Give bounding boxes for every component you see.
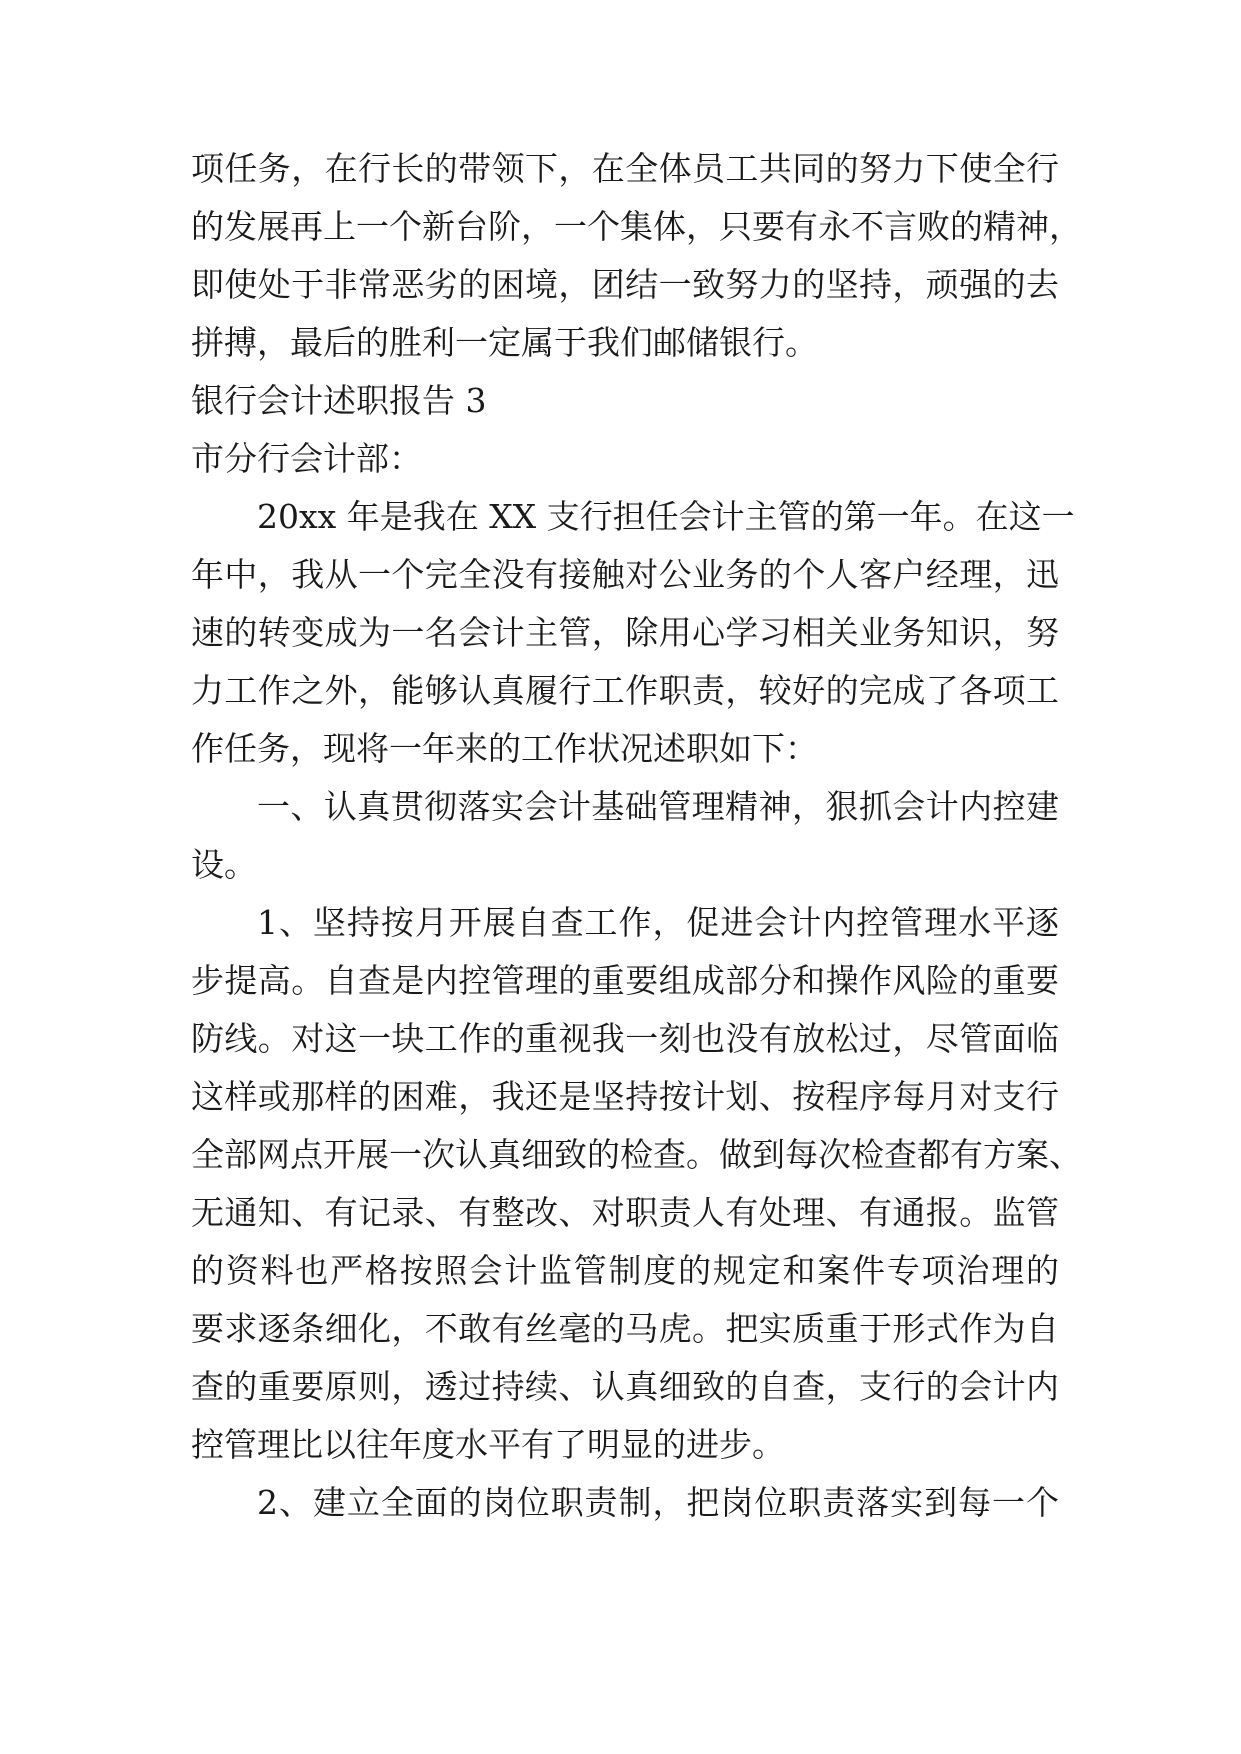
text-line: 作任务，现将一年来的工作状况述职如下： xyxy=(191,729,818,768)
section-heading: 银行会计述职报告 3 xyxy=(191,381,487,420)
text-line: 年中，我从一个完全没有接触对公业务的个人客户经理，迅 xyxy=(191,555,1059,594)
text-line: 1、坚持按月开展自查工作，促进会计内控管理水平逐 xyxy=(257,903,1059,942)
text-line: 拼搏，最后的胜利一定属于我们邮储银行。 xyxy=(191,323,818,362)
text-line: 防线。对这一块工作的重视我一刻也没有放松过，尽管面临 xyxy=(191,1019,1059,1058)
text-line: 步提高。自查是内控管理的重要组成部分和操作风险的重要 xyxy=(191,961,1059,1000)
text-line: 无通知、有记录、有整改、对职责人有处理、有通报。监管 xyxy=(191,1193,1059,1232)
text-line: 设。 xyxy=(191,845,257,884)
text-line: 2、建立全面的岗位职责制，把岗位职责落实到每一个 xyxy=(257,1483,1059,1522)
text-line: 速的转变成为一名会计主管，除用心学习相关业务知识，努 xyxy=(191,613,1059,652)
text-line: 的资料也严格按照会计监管制度的规定和案件专项治理的 xyxy=(191,1251,1059,1290)
text-line: 即使处于非常恶劣的困境，团结一致努力的坚持，顽强的去 xyxy=(191,265,1059,304)
salutation: 市分行会计部： xyxy=(191,439,422,478)
text-line: 一、认真贯彻落实会计基础管理精神，狠抓会计内控建 xyxy=(257,787,1059,826)
text-line: 这样或那样的困难，我还是坚持按计划、按程序每月对支行 xyxy=(191,1077,1059,1116)
text-line: 力工作之外，能够认真履行工作职责，较好的完成了各项工 xyxy=(191,671,1059,710)
text-line: 查的重要原则，透过持续、认真细致的自查，支行的会计内 xyxy=(191,1367,1059,1406)
text-line: 全部网点开展一次认真细致的检查。做到每次检查都有方案、 xyxy=(191,1135,1082,1174)
text-line: 20xx 年是我在 XX 支行担任会计主管的第一年。在这一 xyxy=(257,497,1075,536)
text-line: 控管理比以往年度水平有了明显的进步。 xyxy=(191,1425,785,1464)
text-line: 的发展再上一个新台阶，一个集体，只要有永不言败的精神， xyxy=(191,207,1082,246)
text-line: 项任务，在行长的带领下，在全体员工共同的努力下使全行 xyxy=(191,149,1059,188)
text-line: 要求逐条细化，不敢有丝毫的马虎。把实质重于形式作为自 xyxy=(191,1309,1059,1348)
